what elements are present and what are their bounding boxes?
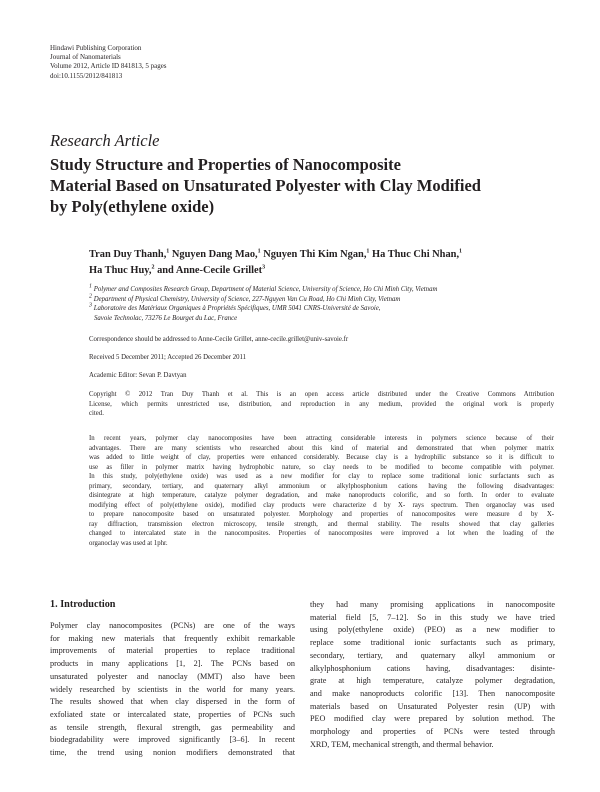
affiliations: [89, 285, 559, 323]
body-line: and make nanoproducts colorific [13]. Then nanocomposite: [310, 688, 555, 698]
body-line: PEO modified clay were prepared by solution method. The: [310, 714, 555, 724]
author: Nguyen Thi Kim Ngan,$^1$: [263, 248, 370, 260]
affiliation: $^3$ Laboratoire des Matériaux Organiques à Propriétés Spécifiques, UMR 5041 CNRS-Université de Savoie,: [89, 302, 381, 313]
body-line: as tensile strength, flexural strength, gas permeability and: [50, 722, 295, 732]
intro-column-right: [310, 599, 555, 751]
body-line: biodegradability were improved significantly [3–6]. In recent: [50, 735, 295, 745]
abstract-line: In recent years, polymer clay nanocomposites have been attracting considerable interests in polymers science because of their: [89, 435, 554, 442]
abstract: [89, 434, 554, 549]
body-line: replace some traditional ionic surfactants such as primary,: [310, 638, 555, 648]
abstract-line: organoclay was used at 1phr.: [89, 540, 168, 548]
author: Tran Duy Thanh,$^1$: [89, 248, 170, 260]
abstract-line: to prepare nanocomposite based on unsaturated polyester. Morphology and properties of nanocomposites were measure d by X-: [89, 511, 554, 519]
body-line: for making new materials that frequently exhibit remarkable: [50, 633, 295, 643]
abstract-line: use as filler in polymer matrix having hydrophobic nature, so clay needs to be modified to become compatible with polymer.: [89, 463, 554, 471]
title-line: by Poly(ethylene oxide): [50, 197, 215, 216]
author: and Anne-Cecile Grillet$^3$: [157, 264, 266, 276]
journal-header: [50, 44, 167, 81]
abstract-line: was added to little weight of clay, properties were enhanced considerably. Because clay is a hydrophilic substance so it is difficult to: [89, 454, 554, 462]
copyright-line: cited.: [89, 410, 104, 417]
abstract-line: advantages. There are many scientists who researched about this kind of material and demonstrated that when polymer matrix: [89, 444, 554, 452]
copyright-notice: [89, 390, 554, 419]
body-line: exfoliated state or intercalated state, properties of PCNs such: [50, 709, 295, 719]
abstract-line: primary, secondary, tertiary, and quaternary alkyl ammonium or alkylphosphonium cations having the following disadvantages:: [89, 482, 554, 490]
body-line: material field [5, 7–12]. So in this study we have tried: [310, 612, 555, 622]
intro-column-left: [50, 620, 295, 760]
body-line: using poly(ethylene oxide) (PEO) as a new modifier to: [310, 625, 555, 635]
body-line: alkylphosphonium cations having, disadvantages: disinte-: [310, 663, 555, 673]
body-line: XRD, TEM, mechanical strength, and thermal behavior.: [310, 739, 494, 749]
body-line: time, the trend using nonion modifiers demonstrated that: [50, 748, 295, 758]
body-line: unsaturated polyester and nanoclay (MMT) also have been: [50, 671, 295, 681]
body-line: morphology and properties of PCNs were tested through: [310, 727, 555, 737]
abstract-line: In this study, poly(ethylene oxide) was used as a new modifier for clay to replace some traditional ionic surfactants such as: [89, 473, 554, 481]
journal-name: Journal of Nanomaterials: [50, 53, 121, 62]
abstract-line: disintegrate at high temperature, catalyze polymer degradation, and make nanoproducts colorific, and so forth. In order to evaluate: [89, 492, 554, 500]
author: Ha Thuc Chi Nhan,$^1$: [372, 248, 463, 260]
body-line: The results showed that when clay dispersed in the form of: [50, 697, 295, 707]
doi: doi:10.1155/2012/841813: [50, 71, 123, 80]
body-line: Polymer clay nanocomposites (PCNs) are one of the ways: [50, 621, 295, 630]
volume-info: Volume 2012, Article ID 841813, 5 pages: [50, 62, 167, 71]
copyright-line: License, which permits unrestricted use, distribution, and reproduction in any medium, provided the original work is properly: [89, 400, 554, 408]
body-line: they had many promising applications in nanocomposite: [310, 600, 555, 609]
received-date: Received 5 December 2011; Accepted 26 December 2011: [89, 354, 247, 361]
affiliation: $^2$ Department of Physical Chemistry, University of Science, 227-Nguyen Van Cu Road, Ho Chi Minh City, Vietnam: [89, 293, 401, 303]
abstract-line: ray diffraction, transmission electron microscopy, tensile strength, and thermal stability. The results showed that clay galleries: [89, 520, 554, 528]
article-type: Research Article: [50, 131, 160, 150]
body-line: widely researched by scientists in the world for many years.: [50, 684, 295, 694]
paper-title: [50, 154, 550, 217]
body-line: products in many applications [1, 2]. The PCNs based on: [50, 659, 295, 669]
author: Nguyen Dang Mao,$^1$: [171, 248, 261, 260]
section-heading: 1. Introduction: [50, 599, 116, 610]
author-list: [89, 247, 559, 278]
body-line: grate at high temperature, catalyze polymer degradation,: [310, 676, 555, 686]
publisher-name: Hindawi Publishing Corporation: [50, 44, 142, 52]
abstract-line: changed to intercalated state in the nanocomposites. Properties of nanocomposites were improved a lot when the loading of the: [89, 530, 554, 538]
abstract-line: modifying effect of poly(ethylene oxide), modified clay products were characterize d by X- rays spectrum. Then organoclay was used: [89, 501, 554, 509]
body-line: materials based on Unsaturated Polyester resin (UP) with: [310, 701, 555, 711]
academic-editor: Academic Editor: Sevan P. Davtyan: [89, 372, 187, 379]
affiliation: $^1$ Polymer and Composites Research Group, Department of Material Science, University of Science, Ho Chi Minh City, Vietnam: [89, 283, 438, 293]
correspondence: Correspondence should be addressed to Anne-Cecile Grillet, anne-cecile.grillet@univ-savoie.fr: [89, 336, 349, 343]
body-line: secondary, tertiary, and quaternary alkyl ammonium or: [310, 650, 555, 660]
affiliation: Savoie Technolac, 73276 Le Bourget du Lac, France: [94, 314, 238, 322]
body-line: improvements of material properties to replace traditional: [50, 646, 295, 656]
copyright-line: Copyright © 2012 Tran Duy Thanh et al. This is an open access article distributed under the Creative Commons Attribution: [89, 391, 554, 398]
author: Ha Thuc Huy,$^2$: [89, 264, 155, 276]
title-line: Material Based on Unsaturated Polyester with Clay Modified: [50, 176, 481, 195]
title-line: Study Structure and Properties of Nanocomposite: [50, 155, 401, 174]
